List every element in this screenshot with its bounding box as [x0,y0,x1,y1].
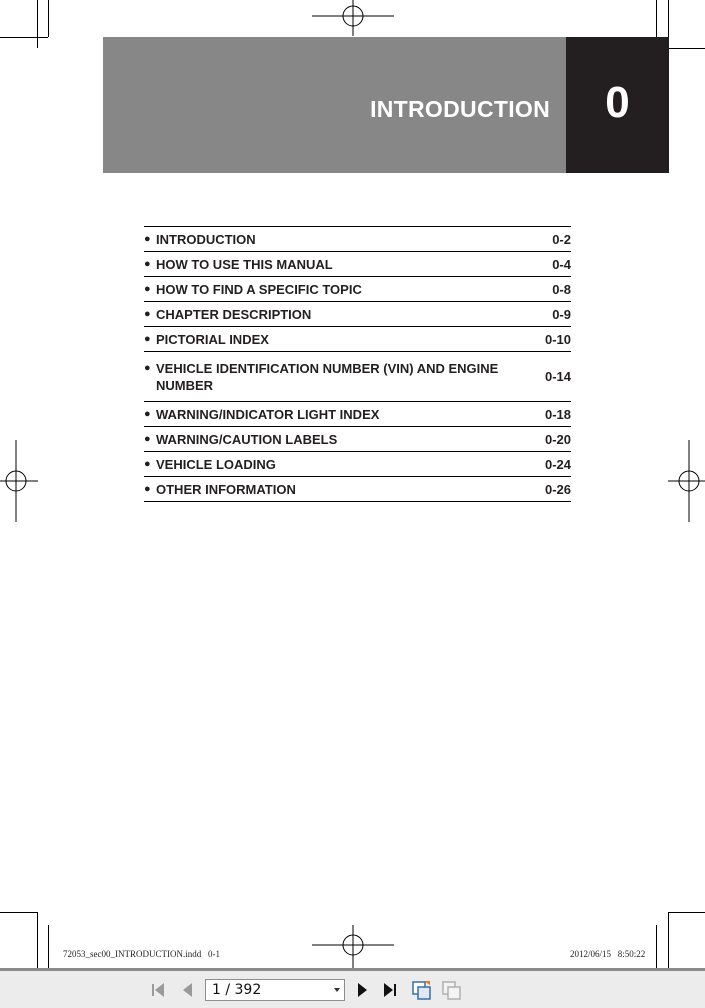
registration-mark-icon [0,440,38,522]
toc-row[interactable] [144,477,571,502]
chapter-number: 0 [605,78,630,127]
crop-mark [669,48,705,49]
toc-label: VEHICLE IDENTIFICATION NUMBER (VIN) AND ENGINE NUMBER [156,360,499,393]
table-of-contents [144,226,571,502]
toc-page-number: 0-18 [544,406,571,422]
page-layout-icon[interactable] [410,979,432,1001]
toc-label: OTHER INFORMATION [156,481,296,497]
toc-row[interactable] [144,252,571,277]
crop-mark [48,0,49,37]
toc-label: CHAPTER DESCRIPTION [156,306,312,322]
toc-page-number: 0-10 [544,331,571,347]
toc-page-number: 0-24 [544,456,571,472]
bullet-icon: ● [144,257,151,270]
crop-mark [668,912,669,968]
crop-mark [37,0,38,48]
bullet-icon: ● [144,457,151,470]
next-page-icon[interactable] [351,979,373,1001]
bullet-icon: ● [144,432,151,445]
bullet-icon: ● [144,232,151,245]
page-number-input[interactable] [205,979,345,1001]
toc-label: INTRODUCTION [156,231,256,247]
toc-page-number: 0-4 [552,256,571,272]
chevron-down-icon[interactable] [334,988,340,992]
page-layout-disabled-icon[interactable] [440,979,462,1001]
viewer-toolbar [0,968,705,1008]
bullet-icon: ● [144,307,151,320]
toc-row[interactable] [144,452,571,477]
page-indicator: 1 / 392 [212,982,262,998]
toc-page-number: 0-2 [552,231,571,247]
registration-mark-icon [312,0,394,36]
registration-mark-icon [312,925,394,968]
bullet-icon: ● [144,332,151,345]
previous-page-icon[interactable] [177,979,199,1001]
file-slug: 72053_sec00_INTRODUCTION.indd 0-1 [63,949,220,959]
crop-mark [669,912,705,913]
crop-mark [37,912,38,968]
toc-row[interactable] [144,227,571,252]
toc-row[interactable] [144,327,571,352]
first-page-icon[interactable] [148,979,170,1001]
toc-page-number: 0-20 [544,431,571,447]
bullet-icon: ● [144,482,151,495]
toc-page-number: 0-14 [544,369,571,384]
chapter-tab [566,37,669,173]
toc-row[interactable] [144,352,571,402]
crop-mark [48,925,49,968]
toc-label: WARNING/CAUTION LABELS [156,431,338,447]
toc-label: WARNING/INDICATOR LIGHT INDEX [156,406,380,422]
crop-mark [0,37,48,38]
toc-label: PICTORIAL INDEX [156,331,269,347]
registration-mark-icon [668,440,705,522]
bullet-icon: ● [144,407,151,420]
crop-mark [656,925,657,968]
last-page-icon[interactable] [380,979,402,1001]
toc-page-number: 0-9 [552,306,571,322]
crop-mark [0,912,37,913]
toc-label: HOW TO USE THIS MANUAL [156,256,333,272]
section-banner [103,37,566,173]
toc-row[interactable] [144,302,571,327]
date-slug: 2012/06/15 8:50:22 [570,949,646,959]
crop-mark [656,0,657,37]
toc-label: VEHICLE LOADING [156,456,276,472]
bullet-icon: ● [144,282,151,295]
toc-page-number: 0-8 [552,281,571,297]
toc-row[interactable] [144,277,571,302]
toc-page-number: 0-26 [544,481,571,497]
toc-row[interactable] [144,427,571,452]
section-title: INTRODUCTION [370,96,550,122]
bullet-icon: ● [144,361,151,374]
toc-row[interactable] [144,402,571,427]
toc-label: HOW TO FIND A SPECIFIC TOPIC [156,281,362,297]
